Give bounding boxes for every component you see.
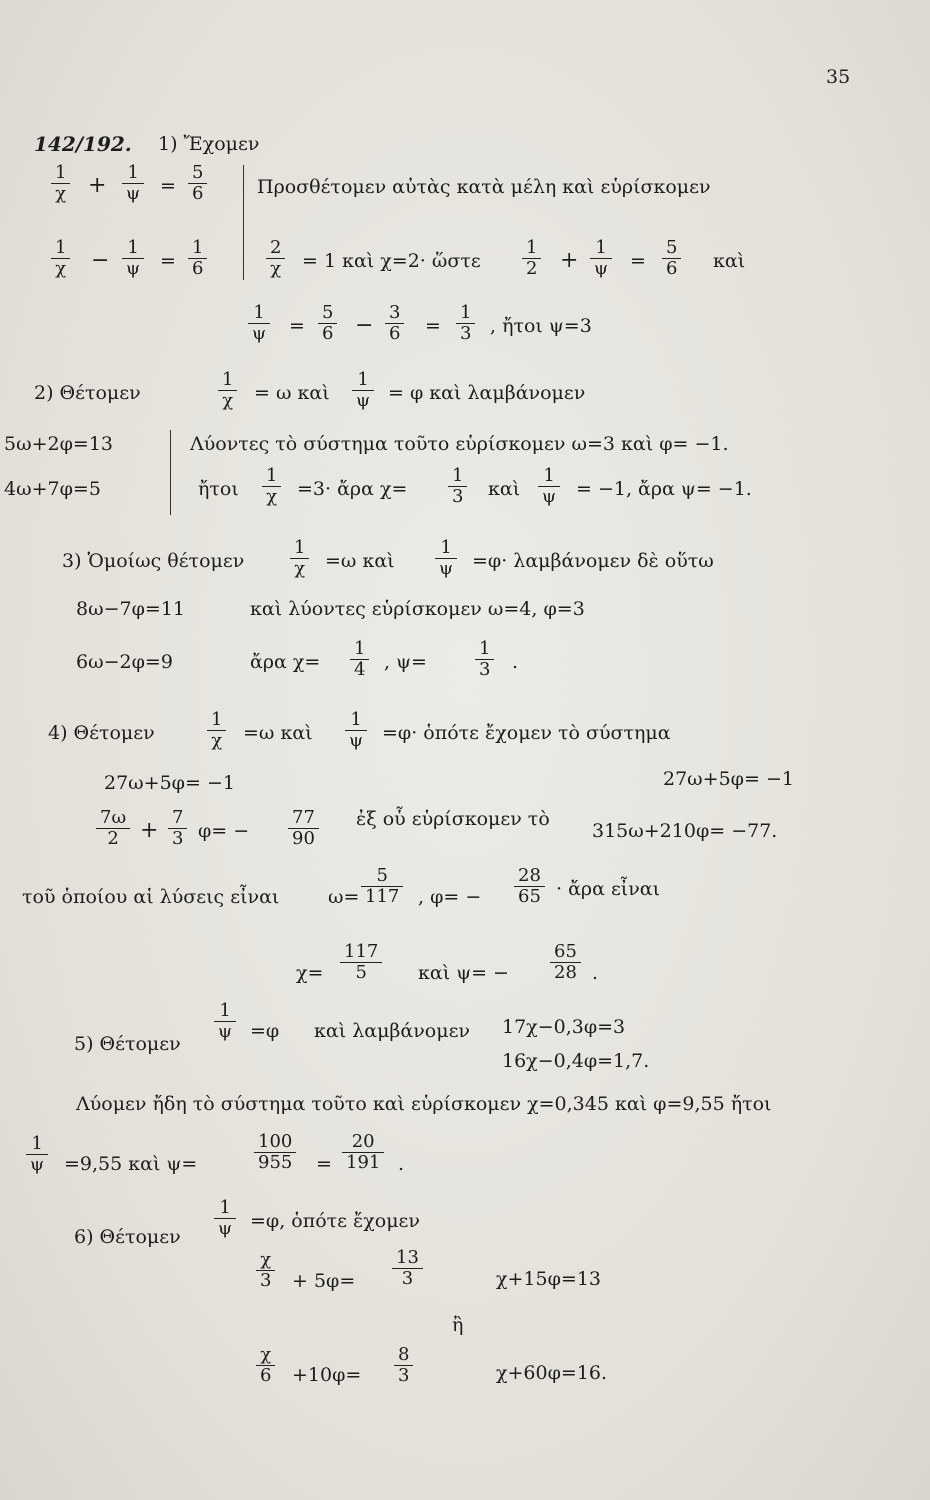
result-y-text: , ἤτοι ψ=3 (490, 315, 592, 337)
result-x-text: = 1 καὶ χ=2· ὥστε (302, 250, 481, 272)
fraction-1-over-x: 1 χ (51, 163, 70, 204)
fraction-1-over-x: 1 χ (262, 466, 281, 507)
fraction-5-over-117: 5 117 (361, 866, 403, 907)
fraction-20-over-191: 20 191 (342, 1132, 384, 1173)
fraction-28-over-65: 28 65 (514, 866, 545, 907)
fraction-1-over-3: 1 3 (456, 303, 475, 344)
fraction-1-over-y: 1 ψ (538, 466, 560, 507)
period: . (398, 1153, 405, 1175)
part-5-lead: 5) Θέτομεν (74, 1033, 181, 1055)
x-equals: χ= (296, 962, 324, 984)
omega-equals: ω= (328, 886, 360, 908)
substitution-omega-text: = ω καὶ (254, 382, 330, 404)
and-psi-equals-text: καὶ ψ= − (418, 962, 509, 984)
fraction-1-over-x: 1 χ (218, 370, 237, 411)
cleared-eq-1: χ+15φ=13 (496, 1268, 602, 1290)
equals-sign: = (160, 250, 176, 272)
y-result-text: = −1, ἄρα ψ= −1. (576, 478, 752, 500)
part-1-intro: 1) Ἔχομεν (158, 133, 260, 155)
y-result-text: =9,55 καὶ ψ= (64, 1153, 198, 1175)
substitution-omega-text: =ω καὶ (325, 550, 395, 572)
system-eq-1: 17χ−0,3φ=3 (502, 1016, 626, 1038)
phi-equals-text: φ= − (198, 820, 250, 842)
solutions-lead-text: τοῦ ὁποίου αἱ λύσεις εἶναι (22, 886, 280, 908)
substitution-phi-text: =φ· ὁπότε ἔχομεν τὸ σύστημα (382, 722, 671, 744)
fraction-13-over-3: 13 3 (392, 1248, 423, 1289)
fraction-1-over-y: 1 ψ (26, 1134, 48, 1175)
substitution-omega-text: =ω καὶ (243, 722, 313, 744)
fraction-x-over-3: χ 3 (256, 1250, 275, 1291)
fraction-8-over-3: 8 3 (394, 1345, 413, 1386)
system-eq-1-copy: 27ω+5φ= −1 (663, 768, 794, 790)
minus-sign: − (91, 248, 110, 273)
fraction-3-over-6: 3 6 (385, 303, 404, 344)
fraction-1-over-4: 1 4 (350, 639, 369, 680)
whence-text: ἐξ οὗ εὑρίσκομεν τὸ (356, 808, 550, 830)
plus-sign: + (88, 173, 107, 198)
fraction-1-over-y: 1 ψ (122, 163, 144, 204)
part-6-lead: 6) Θέτομεν (74, 1226, 181, 1248)
plus-sign: + (140, 818, 159, 843)
fraction-1-over-y: 1 ψ (435, 538, 457, 579)
vertical-rule (243, 165, 244, 280)
part-2-lead: 2) Θέτομεν (34, 382, 141, 404)
substitution-phi-text: = φ καὶ λαμβάνομεν (388, 382, 586, 404)
fraction-1-over-2: 1 2 (522, 238, 541, 279)
fraction-5-over-6: 5 6 (662, 238, 681, 279)
fraction-1-over-x: 1 χ (207, 710, 226, 751)
equals-sign: = (425, 315, 441, 337)
part-4-lead: 4) Θέτομεν (48, 722, 155, 744)
system-eq-1: 8ω−7φ=11 (76, 598, 185, 620)
fraction-117-over-5: 117 5 (340, 942, 382, 983)
and-word: καὶ (713, 250, 746, 272)
solution-text: καὶ λύοντες εὑρίσκομεν ω=4, φ=3 (250, 598, 585, 620)
fraction-1-over-3: 1 3 (448, 466, 467, 507)
fraction-1-over-y: 1 ψ (352, 370, 374, 411)
period: . (512, 651, 519, 673)
fraction-1-over-3: 1 3 (475, 639, 494, 680)
system-eq-2: 4ω+7φ=5 (4, 478, 101, 500)
cleared-eq-2: χ+60φ=16. (496, 1362, 608, 1384)
fraction-7-over-3: 7 3 (168, 808, 187, 849)
plus-sign: + (560, 248, 579, 273)
fraction-1-over-x: 1 χ (290, 538, 309, 579)
fraction-1-over-x: 1 χ (51, 238, 70, 279)
period: . (592, 962, 599, 984)
substitution-phi-text: =φ (250, 1020, 280, 1042)
page-number: 35 (826, 66, 851, 88)
equals-sign: = (316, 1153, 332, 1175)
substitution-phi-text: =φ· λαμβάνομεν δὲ οὕτω (472, 550, 714, 572)
system-eq-1: 27ω+5φ= −1 (104, 772, 235, 794)
exercise-reference: 142/192. (34, 132, 132, 156)
equals-sign: = (630, 250, 646, 272)
fraction-1-over-y: 1 ψ (345, 710, 367, 751)
fraction-77-over-90: 77 90 (288, 808, 319, 849)
fraction-5-over-6: 5 6 (318, 303, 337, 344)
fraction-2-over-x: 2 χ (266, 238, 285, 279)
system-eq-2: 6ω−2φ=9 (76, 651, 173, 673)
system-eq-2: 16χ−0,4φ=1,7. (502, 1050, 650, 1072)
equals-sign: = (289, 315, 305, 337)
solution-text: Λύοντες τὸ σύστημα τοῦτο εὑρίσκομεν ω=3 καὶ φ= −1. (190, 433, 729, 455)
ie-word: ἤτοι (198, 478, 239, 500)
therefore-text: · ἄρα εἶναι (556, 878, 661, 900)
part-3-lead: 3) Ὁμοίως θέτομεν (62, 550, 245, 572)
fraction-5-over-6: 5 6 (188, 163, 207, 204)
substitution-phi-text: =φ, ὁπότε ἔχομεν (250, 1210, 420, 1232)
fraction-1-over-y: 1 ψ (590, 238, 612, 279)
fraction-100-over-955: 100 955 (254, 1132, 296, 1173)
plus-5phi-text: + 5φ= (292, 1270, 356, 1292)
phi-equals-text: , φ= − (418, 886, 482, 908)
y-equals-text: , ψ= (384, 651, 427, 673)
system-eq-2-cleared: 315ω+210φ= −77. (592, 820, 778, 842)
fraction-1-over-y: 1 ψ (214, 1001, 236, 1042)
fraction-1-over-y: 1 ψ (122, 238, 144, 279)
fraction-1-over-y: 1 ψ (248, 303, 270, 344)
add-members-text: Προσθέτομεν αὐτὰς κατὰ μέλη καὶ εὑρίσκομεν (257, 176, 711, 198)
and-word: καὶ (488, 478, 521, 500)
plus-10phi-text: +10φ= (292, 1364, 362, 1386)
solution-text: Λύομεν ἤδη τὸ σύστημα τοῦτο καὶ εὑρίσκομεν χ=0,345 καὶ φ=9,55 ἤτοι (76, 1093, 772, 1115)
fraction-1-over-6: 1 6 (188, 238, 207, 279)
fraction-65-over-28: 65 28 (550, 942, 581, 983)
vertical-rule (170, 430, 171, 515)
fraction-7w-over-2: 7ω 2 (96, 808, 130, 849)
x-result-text: =3· ἄρα χ= (297, 478, 408, 500)
fraction-1-over-y: 1 ψ (214, 1198, 236, 1239)
minus-sign: − (355, 313, 374, 338)
therefore-x-text: ἄρα χ= (250, 651, 321, 673)
equals-sign: = (160, 175, 176, 197)
system-eq-1: 5ω+2φ=13 (4, 433, 113, 455)
and-obtain-text: καὶ λαμβάνομεν (314, 1020, 470, 1042)
or-word: ἢ (452, 1314, 464, 1336)
fraction-x-over-6: χ 6 (256, 1345, 275, 1386)
